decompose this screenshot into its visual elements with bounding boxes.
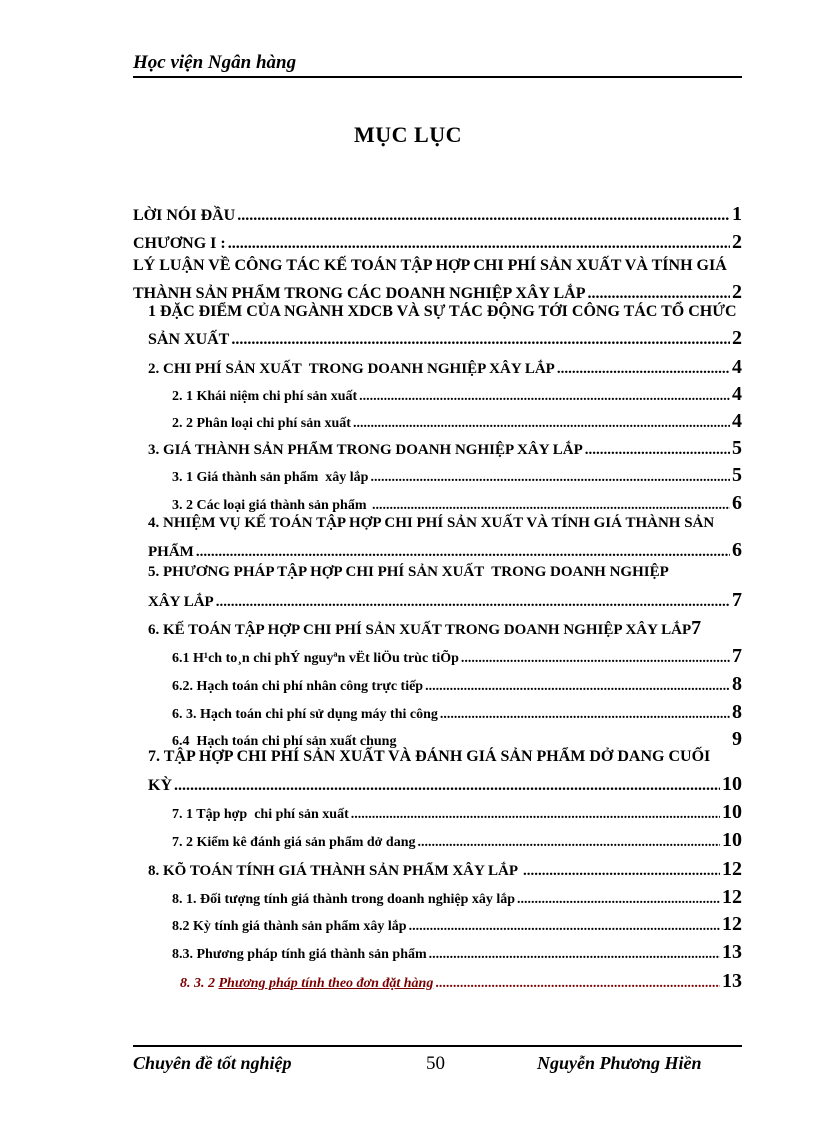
toc-entry-s2[interactable]: 2. CHI PHÍ SẢN XUẤT TRONG DOANH NGHIỆP XÂY LẮP ..... 4: [148, 356, 742, 379]
toc-entry-s2-1[interactable]: 2. 1 Khái niệm chi phí sản xuất ..... 4: [172, 383, 742, 406]
toc-entry-loi-noi-dau[interactable]: LỜI NÓI ĐẦU ..... 1: [133, 203, 742, 226]
footer-report-title: Chuyên đề tốt nghiệp: [133, 1053, 292, 1073]
toc-entry-s3[interactable]: 3. GIÁ THÀNH SẢN PHẨM TRONG DOANH NGHIỆP XÂY LẮP ..... 5: [148, 437, 742, 460]
footer-page-number: 50: [426, 1053, 445, 1074]
toc-entry-s7-2[interactable]: 7. 2 Kiểm kê đánh giá sản phẩm dở dang ..... 10: [172, 829, 742, 852]
page-title: MỤC LỤC: [354, 122, 462, 147]
toc-entry-s7-1[interactable]: 7. 1 Tập hợp chi phí sản xuất ..... 10: [172, 801, 742, 824]
footer-author: Nguyễn Phương Hiền: [537, 1053, 702, 1073]
toc-entry-s1-line1[interactable]: 1 ĐẶC ĐIỂM CỦA NGÀNH XDCB VÀ SỰ TÁC ĐỘNG TỚI CÔNG TÁC TỔ CHỨC: [148, 303, 737, 320]
toc-entry-s8-2[interactable]: 8.2 Kỳ tính giá thành sản phẩm xây lắp ..... 12: [172, 913, 742, 936]
toc-entry-s8-3[interactable]: 8.3. Phương pháp tính giá thành sản phẩm ..... 13: [172, 941, 742, 964]
toc-entry-s3-2[interactable]: 3. 2 Các loại giá thành sản phẩm ..... 6: [172, 492, 742, 515]
header-institution: Học viện Ngân hàng: [133, 52, 297, 73]
toc-entry-s1[interactable]: SẢN XUẤT ..... 2: [148, 327, 742, 350]
toc-entry-s7-line1[interactable]: 7. TẬP HỢP CHI PHÍ SẢN XUẤT VÀ ĐÁNH GIÁ SẢN PHẨM DỞ DANG CUỐI: [148, 748, 711, 765]
toc-entry-s8[interactable]: 8. KÕ TOÁN TÍNH GIÁ THÀNH SẢN PHẨM XÂY LẮP ..... 12: [148, 858, 742, 881]
toc-entry-s6-1[interactable]: 6.1 H¹ch to¸n chi phÝ nguyªn vËt liÖu trùc tiÕp ..... 7: [172, 645, 742, 668]
toc-entry-s7[interactable]: KỲ ..... 10: [148, 773, 742, 796]
toc-entry-s6-3[interactable]: 6. 3. Hạch toán chi phí sử dụng máy thi công ..... 8: [172, 701, 742, 724]
toc-entry-s6-4[interactable]: 6.4 Hạch toán chi phí sản xuất chung 9: [172, 728, 742, 750]
toc-entry-s4-line1[interactable]: 4. NHIỆM VỤ KẾ TOÁN TẬP HỢP CHI PHÍ SẢN XUẤT VÀ TÍNH GIÁ THÀNH SẢN: [148, 515, 715, 531]
toc-entry-ly-luan-line1[interactable]: LÝ LUẬN VỀ CÔNG TÁC KẾ TOÁN TẬP HỢP CHI PHÍ SẢN XUẤT VÀ TÍNH GIÁ: [133, 257, 727, 274]
toc-entry-s4[interactable]: PHẨM ..... 6: [148, 539, 742, 562]
toc-link-don-dat-hang[interactable]: Phương pháp tính theo đơn đặt hàng: [218, 976, 434, 991]
toc-entry-s3-1[interactable]: 3. 1 Giá thành sản phẩm xây lắp ..... 5: [172, 464, 742, 487]
toc-entry-s8-3-2[interactable]: 8. 3. 2 Phương pháp tính theo đơn đặt hàng ..... 13: [180, 970, 742, 993]
toc-entry-ly-luan[interactable]: THÀNH SẢN PHẨM TRONG CÁC DOANH NGHIỆP XÂY LẮP ..... 2: [133, 281, 742, 304]
toc-entry-s5-line1[interactable]: 5. PHƯƠNG PHÁP TẬP HỢP CHI PHÍ SẢN XUẤT TRONG DOANH NGHIỆP: [148, 564, 669, 580]
toc-entry-s8-1[interactable]: 8. 1. Đối tượng tính giá thành trong doanh nghiệp xây lắp ..... 12: [172, 886, 742, 909]
toc-entry-s6-2[interactable]: 6.2. Hạch toán chi phí nhân công trực tiếp ..... 8: [172, 673, 742, 696]
toc-entry-s6[interactable]: 6. KẾ TOÁN TẬP HỢP CHI PHÍ SẢN XUẤT TRONG DOANH NGHIỆP XÂY LẮP 7: [148, 617, 702, 639]
toc-entry-chuong-1[interactable]: CHƯƠNG I : ..... 2: [133, 231, 742, 254]
page-footer: [133, 1045, 742, 1074]
toc-entry-s5[interactable]: XÂY LẮP ..... 7: [148, 589, 742, 612]
toc-entry-s2-2[interactable]: 2. 2 Phân loại chi phí sản xuất ..... 4: [172, 410, 742, 433]
